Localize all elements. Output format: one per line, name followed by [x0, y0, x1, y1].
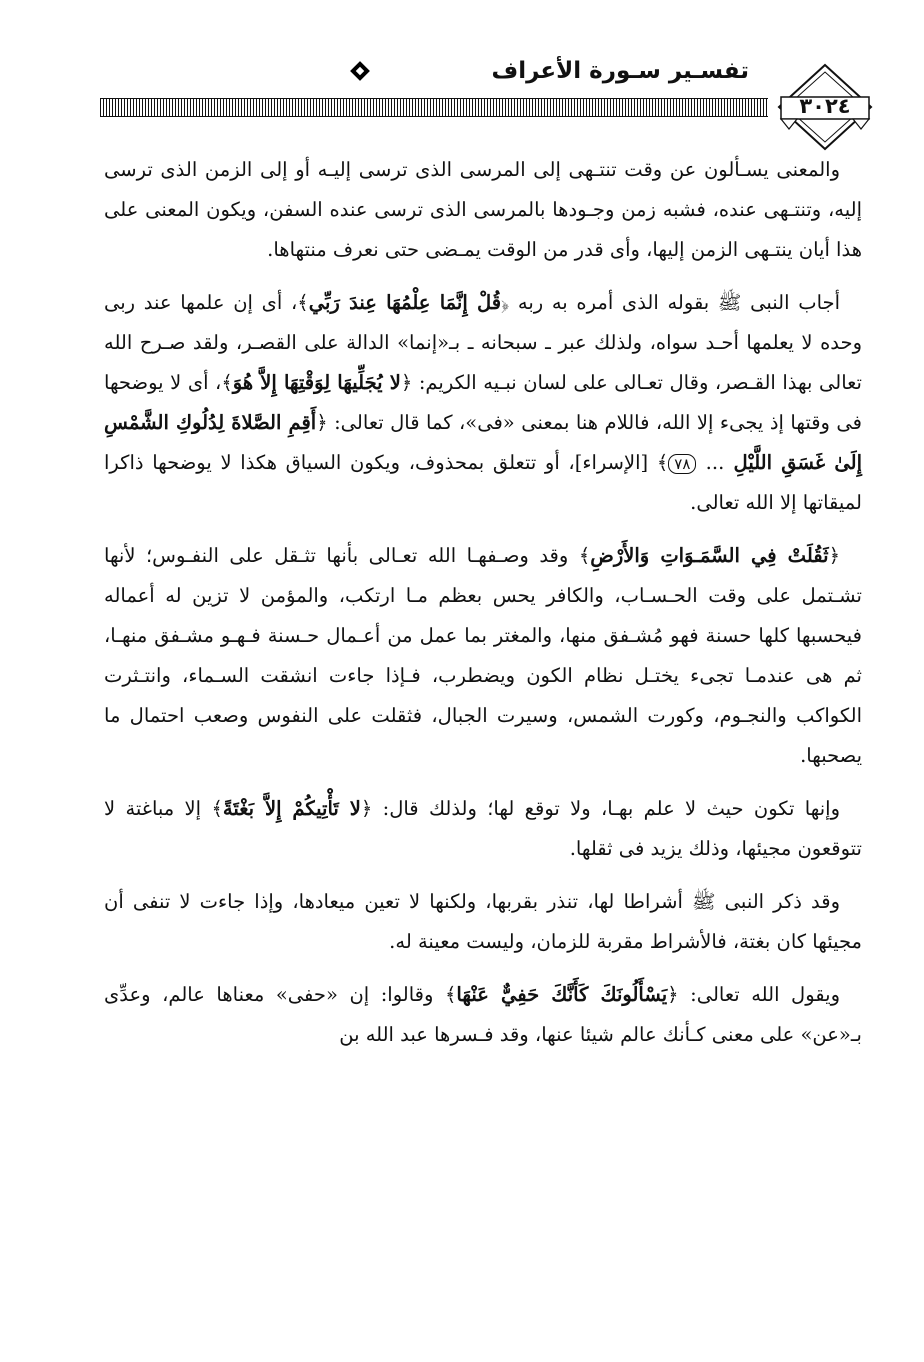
ornate-bracket-open: ﴿: [501, 291, 510, 314]
ornate-bracket-close: ﴾: [297, 291, 309, 314]
ornate-bracket-close: ﴾: [578, 544, 591, 567]
quran-text: ثَقُلَتْ فِي السَّمَـوَاتِ وَالأَرْضِ: [590, 544, 829, 567]
paragraph-text: أجاب النبى ﷺ بقوله الذى أمره به ربه: [517, 291, 840, 314]
verse-number-marker: ٧٨: [668, 454, 696, 474]
paragraph-text: ، أى لا يوضحها فى وقتها إذ يجىء إلا الله، فاللام هنا بمعنى «فى»، كما قال تعالى:: [104, 371, 863, 434]
paragraph: [104, 150, 862, 270]
paragraph: [104, 536, 862, 776]
quran-text: أَقِمِ الصَّلاةَ لِدُلُوكِ الشَّمْسِ إِلَىٰ غَسَقِ اللَّيْلِ: [104, 411, 863, 474]
ornate-bracket-close: ﴾: [656, 451, 669, 474]
quran-text: لا يُجَلِّيهَا لِوَقْتِهَا إِلاَّ هُوَ: [232, 371, 401, 394]
running-header-title: تفسـير سـورة الأعراف: [491, 58, 749, 84]
paragraph-text: [الإسراء]، أو تتعلق بمحذوف، ويكون السياق هكذا لا يوضحها ذاكرا لميقاتها إلا الله تعالى.: [104, 451, 862, 514]
quran-quote: [211, 797, 372, 820]
paragraph-text: والمعنى يسـألون عن وقت تنتـهى إلى المرسى الذى ترسى إليـه أو إلى الزمن الذى ترسى إليه، وتنتـهى عنده، فشبه زمن وجـودها بالمرسى الذى ترسى عنده السفن، ويكون المعنى على هذا أيان ينتـهى الزمن إليها، وأى قدر من الوقت يمـضى حتى نعرف منتهاها.: [104, 158, 862, 261]
quran-text: لا تَأْتِيكُمْ إِلاَّ بَغْتَةً: [222, 797, 361, 820]
quran-text: يَسْأَلُونَكَ كَأَنَّكَ حَفِيٌّ عَنْهَا: [456, 983, 668, 1006]
ornate-bracket-open: ﴿: [316, 411, 328, 434]
paragraph: [104, 283, 862, 523]
quran-text: قُلْ إِنَّمَا عِلْمُهَا عِندَ رَبِّي: [308, 291, 502, 314]
ornate-bracket-open: ﴿: [400, 371, 413, 394]
ornate-bracket-open: ﴿: [667, 983, 679, 1006]
body-text: [104, 150, 862, 1068]
paragraph: [104, 882, 862, 962]
page-number: ٣٠٢٤: [799, 94, 851, 118]
quran-quote: [297, 291, 509, 314]
paragraph-text: ويقول الله تعالى:: [690, 983, 840, 1006]
ellipsis: ...: [705, 451, 725, 474]
ornate-bracket-close: ﴾: [444, 983, 457, 1006]
quran-quote: [579, 544, 840, 567]
ornate-bracket-close: ﴾: [221, 371, 233, 394]
paragraph: [104, 975, 862, 1055]
ornate-bracket-open: ﴿: [828, 544, 841, 567]
header-rule: [100, 98, 768, 117]
header-ornament-icon: [350, 61, 370, 81]
paragraph-text: وقد وصـفهـا الله تعـالى بأنها تثـقل على النفـوس؛ لأنها تشـتمل على وقت الحـسـاب، والكافر يحس بعظم مـا ارتكب، والمؤمن لا تزين له أعماله فيحسبها كلها حسنة فهو مُشـفق منها، والمغتر بما عمل من أعـمال حـسنة فـهـو مشـفق منهـا، ثم هى عندمـا تجىء يختـل نظام الكون ويضطرب، فـإذا جاءت انشقت السـماء، وانتـثرت الكواكب والنجـوم، وكورت الشمس، وسيرت الجبال، فثقلت على النفوس وصعب احتمال ما يصحبها.: [104, 544, 862, 767]
quran-quote: [445, 983, 679, 1006]
paragraph-text: وإنها تكون حيث لا علم بهـا، ولا توقع لها؛ ولذلك قال:: [382, 797, 840, 820]
paragraph-text: ، أى إن علمها عند ربى وحده لا يعلمها أحـد سواه، ولذلك عبر ـ سبحانه ـ بـ«إنما» الدالة على القصـر، ولقد صـرح الله تعالى بهذا القـصر، وقال تعـالى على لسان نبـيه الكريم:: [104, 291, 862, 394]
paragraph-text: إلا مباغتة لا تتوقعون مجيئها، وذلك يزيد فى ثقلها.: [104, 797, 862, 860]
paragraph-text: وقد ذكر النبى ﷺ أشراطا لها، تنذر بقربها، ولكنها لا تعين ميعادها، وإذا جاءت لا تنفى أن مجيئها كان بغتة، فالأشراط مقربة للزمان، وليست معينة له.: [104, 890, 862, 953]
ornate-bracket-close: ﴾: [211, 797, 223, 820]
ornate-bracket-open: ﴿: [360, 797, 373, 820]
paragraph: [104, 789, 862, 869]
quran-quote: [221, 371, 412, 394]
paragraph-text: وقالوا: إن «حفى» معناها عالم، وعدِّى بـ«عن» على معنى كـأنك عالم شيئا عنها، وقد فـسرها عبد الله بن: [104, 983, 862, 1046]
